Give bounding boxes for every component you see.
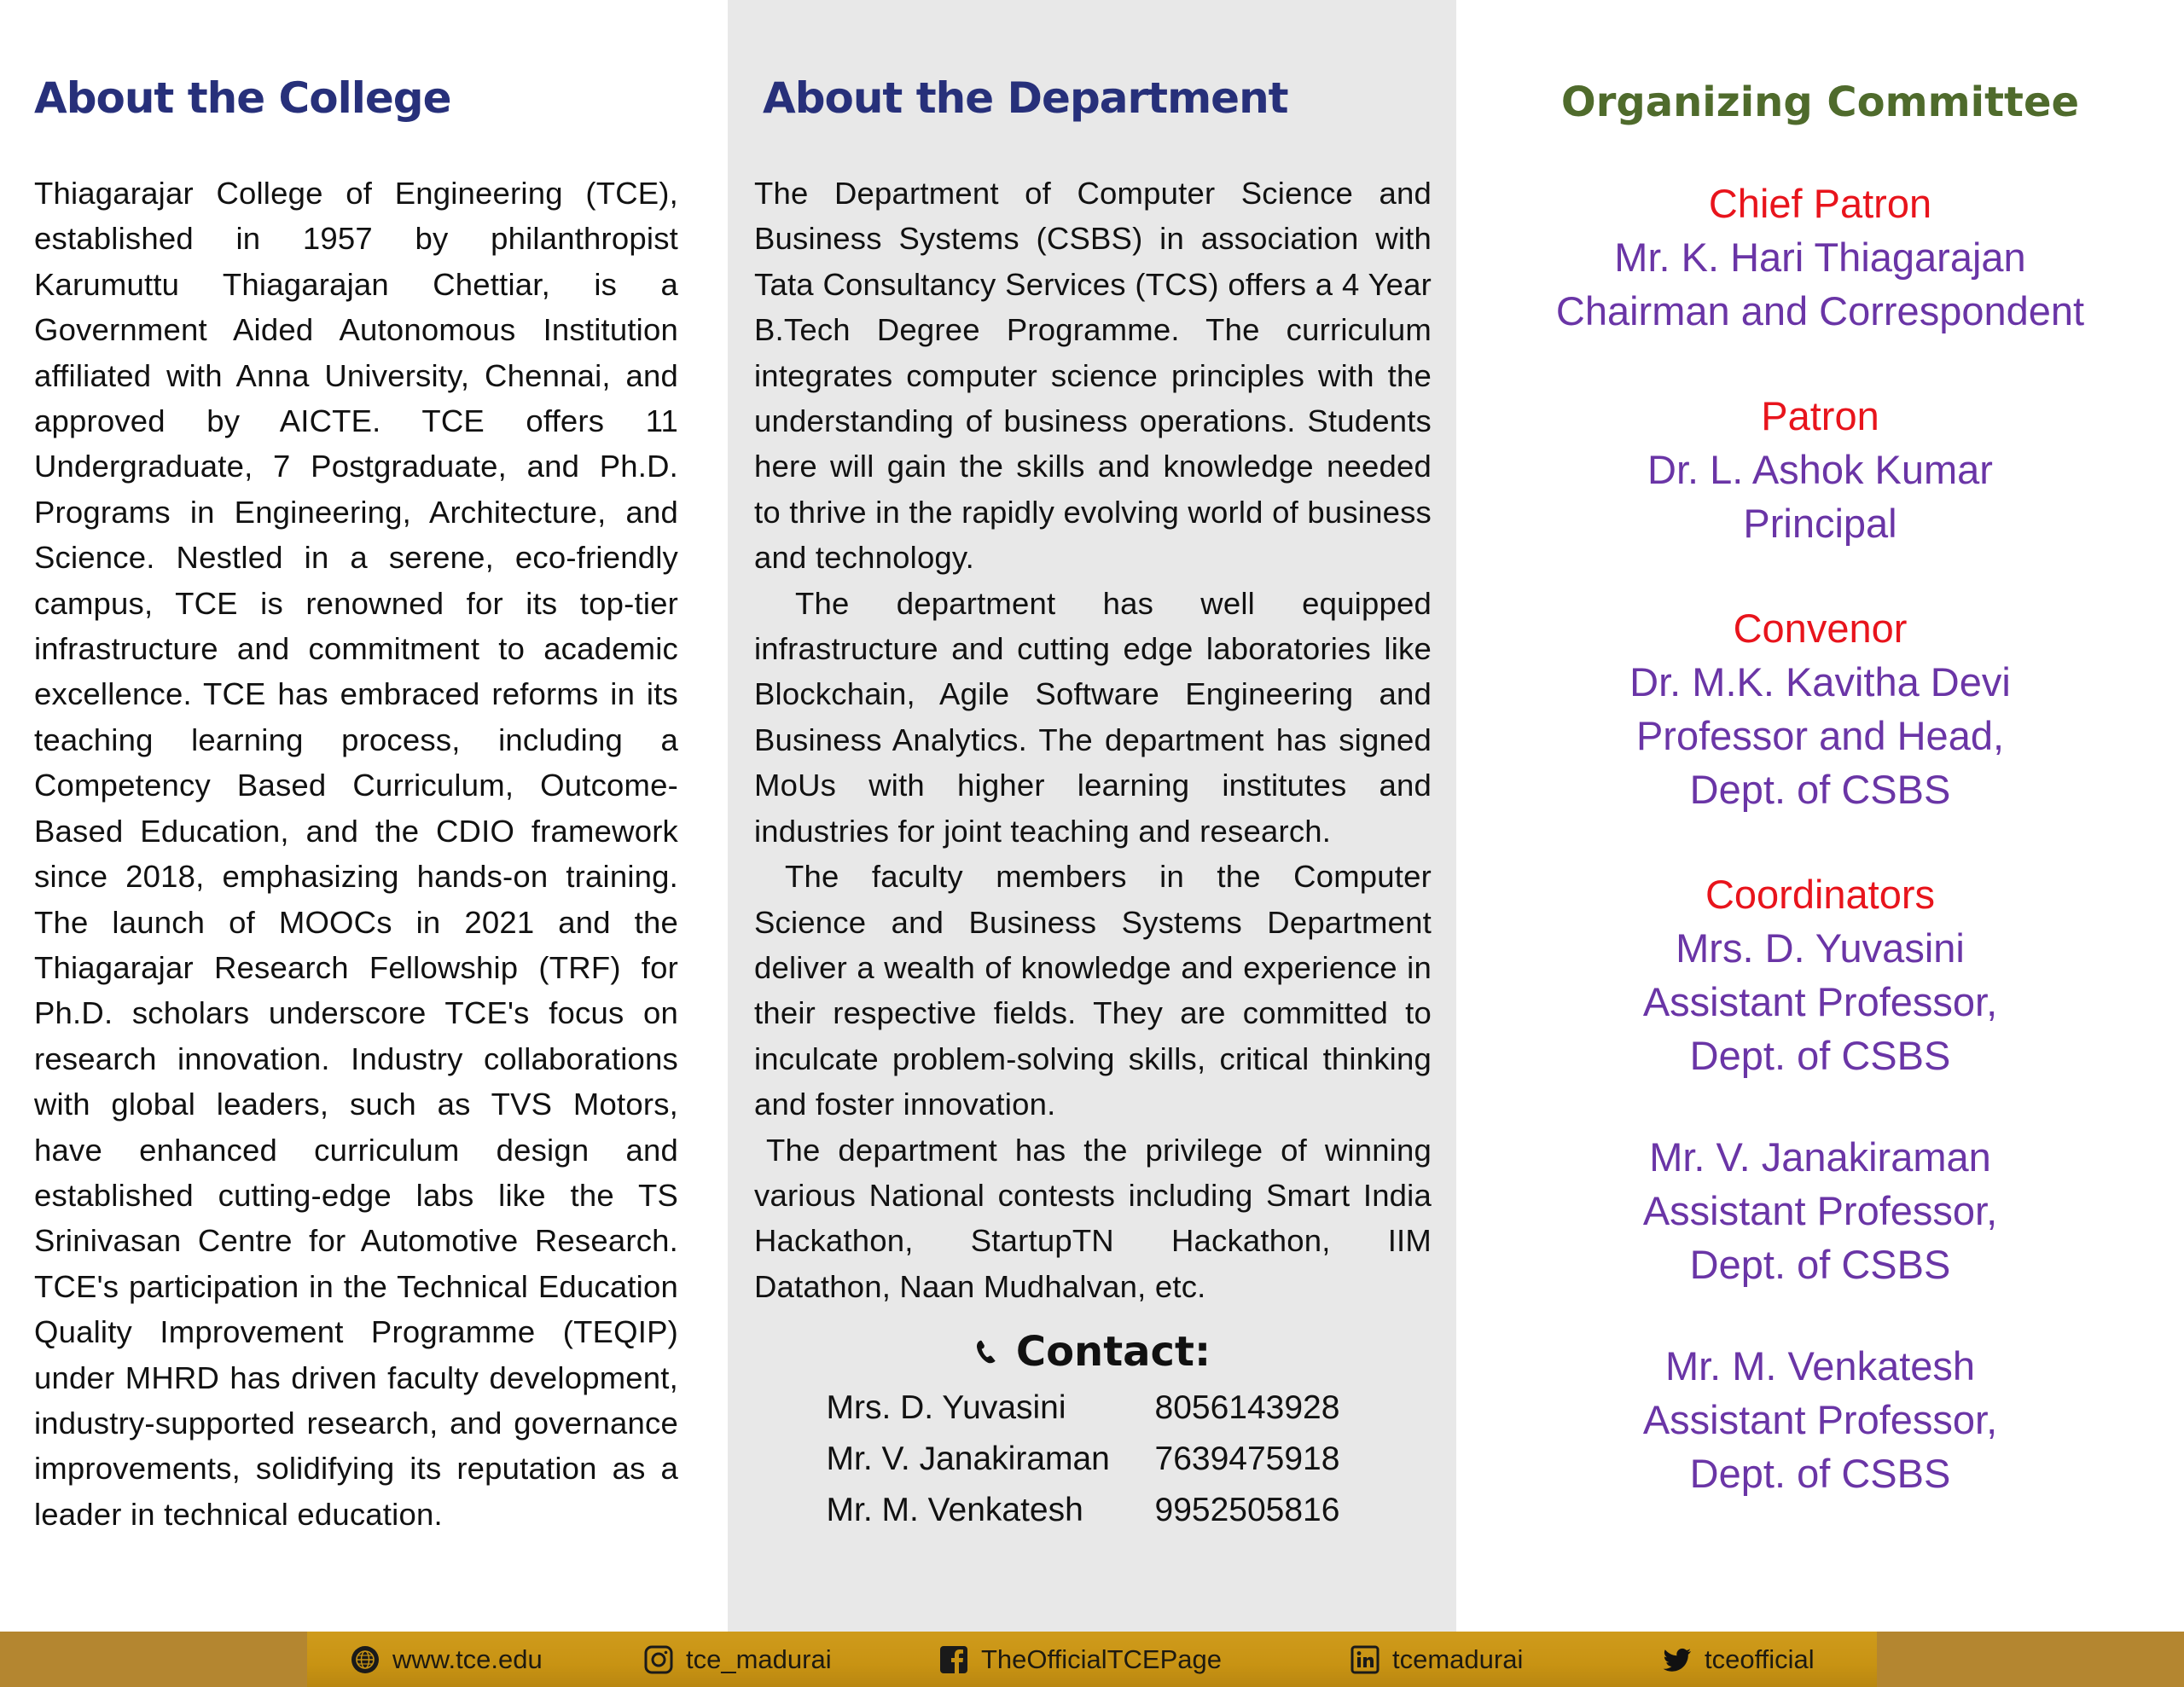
facebook-icon xyxy=(938,1644,969,1675)
coordinator-designation: Assistant Professor, xyxy=(1642,1397,1998,1442)
department-paragraph-2: The department has well equipped infrastructure and cutting edge laboratories like Blockchain, Agile Software Engineering and Business Analytics. The department has signed MoUs with higher learning institutes and industries for joint teaching and research. xyxy=(754,585,1432,849)
convenor-label: Convenor xyxy=(1733,606,1908,651)
contact-phone[interactable]: 8056143928 xyxy=(1154,1389,1340,1427)
organizing-committee-section xyxy=(1456,0,2184,1632)
coordinator-name: Mrs. D. Yuvasini xyxy=(1676,925,1965,971)
about-college-title: About the College xyxy=(34,73,451,123)
instagram-icon xyxy=(643,1644,674,1675)
chief-patron-designation: Chairman and Correspondent xyxy=(1555,288,2085,333)
coordinator-department: Dept. of CSBS xyxy=(1689,1451,1951,1496)
contact-list xyxy=(754,1383,1432,1536)
contact-row xyxy=(754,1485,1432,1536)
contact-name: Mr. M. Venkatesh xyxy=(826,1492,1083,1529)
department-paragraph-4: The department has the privilege of winning various National contests including Smart India Hackathon, StartupTN Hackathon, IIM Datathon, Naan Mudhalvan, etc. xyxy=(754,1132,1432,1304)
contact-row xyxy=(754,1434,1432,1485)
contact-title: Contact: xyxy=(1015,1328,1211,1377)
organizing-committee-title: Organizing Committee xyxy=(1560,78,2080,126)
coordinator-group xyxy=(1456,1339,2184,1500)
social-link-facebook[interactable] xyxy=(938,1632,1222,1687)
facebook-label: TheOfficialTCEPage xyxy=(981,1644,1222,1674)
chief-patron-group xyxy=(1456,177,2184,338)
coordinators-group xyxy=(1456,867,2184,1082)
patron-group xyxy=(1456,389,2184,550)
linkedin-label: tcemadurai xyxy=(1392,1644,1524,1674)
twitter-label: tceofficial xyxy=(1705,1644,1815,1674)
coordinator-designation: Assistant Professor, xyxy=(1642,979,1998,1024)
website-label: www.tce.edu xyxy=(392,1644,543,1674)
chief-patron-name: Mr. K. Hari Thiagarajan xyxy=(1614,235,2026,280)
about-department-section xyxy=(728,0,1456,1632)
about-college-body xyxy=(34,171,678,1537)
social-links-band xyxy=(307,1632,1877,1687)
contact-name: Mrs. D. Yuvasini xyxy=(826,1389,1066,1427)
about-college-paragraph: Thiagarajar College of Engineering (TCE), established in 1957 by philanthropist Karumuttu Thiagarajan Chettiar, is a Government Aided Autonomous Institution affiliated with Anna University, Chennai, and approved by AICTE. TCE offers 11 Undergraduate, 7 Postgraduate, and Ph.D. Programs in Engineering, Architecture, and Science. Nestled in a serene, eco-friendly campus, TCE is renowned for its top-tier infrastructure and commitment to academic excellence. TCE has embraced reforms in its teaching learning process, including a Competency Based Curriculum, Outcome-Based Education, and the CDIO framework since 2018, emphasizing hands-on training. The launch of MOOCs in 2021 and the Thiagarajar Research Fellowship (TRF) for Ph.D. scholars underscore TCE's focus on research innovation. Industry collaborations with global leaders, such as TVS Motors, have enhanced curriculum design and established cutting-edge labs like the TS Srinivasan Centre for Automotive Research. TCE's participation in the Technical Education Quality Improvement Programme (TEQIP) under MHRD has driven faculty development, industry-supported research, and governance improvements, solidifying its reputation as a leader in technical education. xyxy=(34,176,678,1532)
patron-name: Dr. L. Ashok Kumar xyxy=(1647,447,1993,492)
contact-phone[interactable]: 7639475918 xyxy=(1154,1441,1340,1478)
convenor-department: Dept. of CSBS xyxy=(1689,767,1951,812)
social-link-instagram[interactable] xyxy=(643,1632,832,1687)
social-link-linkedin[interactable] xyxy=(1350,1632,1523,1687)
social-link-twitter[interactable] xyxy=(1662,1632,1815,1687)
footer-bar xyxy=(0,1632,2184,1687)
coordinator-group xyxy=(1456,1130,2184,1291)
coordinator-name: Mr. M. Venkatesh xyxy=(1664,1343,1976,1388)
department-paragraph-3: The faculty members in the Computer Science and Business Systems Department deliver a wealth of knowledge and experience in their respective fields. They are committed to inculcate problem-solving skills, critical thinking and foster innovation. xyxy=(754,859,1432,1122)
coordinator-department: Dept. of CSBS xyxy=(1689,1242,1951,1287)
coordinators-label: Coordinators xyxy=(1705,872,1936,917)
convenor-group xyxy=(1456,601,2184,816)
contact-row xyxy=(754,1383,1432,1434)
social-link-website[interactable] xyxy=(350,1632,543,1687)
twitter-icon xyxy=(1662,1644,1693,1675)
contact-phone[interactable]: 9952505816 xyxy=(1154,1492,1340,1529)
coordinator-department: Dept. of CSBS xyxy=(1689,1033,1951,1078)
globe-icon xyxy=(350,1644,380,1675)
about-college-section xyxy=(0,0,728,1632)
about-department-body xyxy=(754,171,1432,1309)
phone-icon xyxy=(975,1339,997,1365)
linkedin-icon xyxy=(1350,1644,1380,1675)
convenor-designation: Professor and Head, xyxy=(1635,713,2005,758)
patron-designation: Principal xyxy=(1743,501,1897,546)
coordinator-designation: Assistant Professor, xyxy=(1642,1188,1998,1233)
coordinator-name: Mr. V. Janakiraman xyxy=(1649,1134,1991,1180)
department-paragraph-1: The Department of Computer Science and Business Systems (CSBS) in association with Tata Consultancy Services (TCS) offers a 4 Year B.Tech Degree Programme. The curriculum integrates computer science principles with the understanding of business operations. Students here will gain the skills and knowledge needed to thrive in the rapidly evolving world of business and technology. xyxy=(754,176,1432,576)
contact-name: Mr. V. Janakiraman xyxy=(826,1441,1110,1478)
contact-heading xyxy=(975,1325,1211,1379)
about-department-title: About the Department xyxy=(763,73,1288,123)
chief-patron-label: Chief Patron xyxy=(1708,181,1932,226)
patron-label: Patron xyxy=(1761,393,1879,438)
convenor-name: Dr. M.K. Kavitha Devi xyxy=(1629,659,2011,704)
instagram-label: tce_madurai xyxy=(686,1644,832,1674)
contact-block xyxy=(754,1325,1432,1536)
